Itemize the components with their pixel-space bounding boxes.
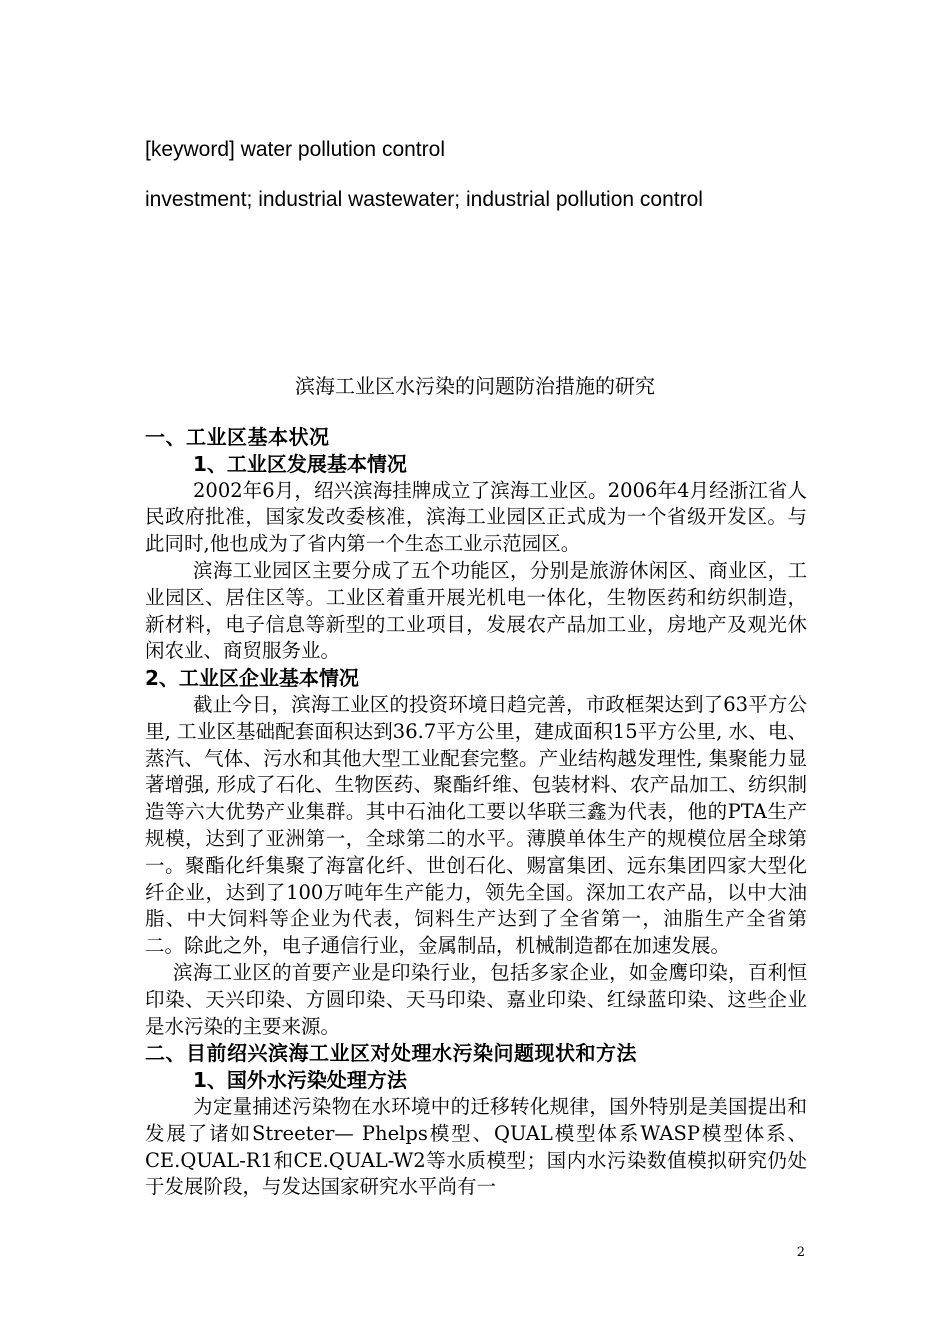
document-body (145, 424, 807, 1201)
keyword-line-2: investment; industrial wastewater; industrial pollution control (145, 188, 703, 211)
paragraph-1-1-b: 滨海工业园区主要分成了五个功能区，分别是旅游休闲区、商业区，工业园区、居住区等。工业区着重开展光机电一体化，生物医药和纺织制造，新材料，电子信息等新型的工业项目，发展农产品加工业，房地产及观光休闲农业、商贸服务业。 (145, 558, 807, 663)
section-2-heading: 二、目前绍兴滨海工业区对处理水污染问题现状和方法 (145, 1041, 637, 1066)
paragraph-1-1-a: 2002年6月，绍兴滨海挂牌成立了滨海工业区。2006年4月经浙江省人民政府批准，国家发改委核准，滨海工业园区正式成为一个省级开发区。与此同时,他也成为了省内第一个生态工业示范园区。 (145, 478, 807, 556)
section-1-heading: 一、工业区基本状况 (145, 425, 330, 449)
keyword-line-1: [keyword] water pollution control (145, 138, 445, 161)
paragraph-1-2-a: 截止今日，滨海工业区的投资环境日趋完善，市政框架达到了63平方公里, 工业区基础配套面积达到36.7平方公里，建成面积15平方公里, 水、电、蒸汽、气体、污水和其他大型工业配套完整。产业结构越发理性, 集聚能力显著增强, 形成了石化、生物医药、聚酯纤维、包装材料、农产品加工、纺织制造等六大优势产业集群。其中石油化工要以华联三鑫为代表，他的PTA生产规模，达到了亚洲第一，全球第二的水平。薄膜单体生产的规模位居全球第一。聚酯化纤集聚了海富化纤、世创石化、赐富集团、远东集团四家大型化纤企业，达到了100万吨年生产能力，领先全国。深加工农产品，以中大油脂、中大饲料等企业为代表，饲料生产达到了全省第一，油脂生产全省第二。除此之外，电子通信行业，金属制品，机械制造都在加速发展。 (145, 692, 807, 958)
page-number: 2 (796, 1245, 805, 1260)
paragraph-2-1-a: 为定量捕述污染物在水环境中的迁移转化规律，国外特别是美国提出和发展了诸如Streeter— Phelps模型、QUAL模型体系WASP模型体系、CE.QUAL-R1和CE.QUAL-W2等水质模型；国内水污染数值模拟研究仍处于发展阶段，与发达国家研究水平尚有一 (145, 1094, 807, 1199)
paragraph-1-2-b: 滨海工业区的首要产业是印染行业，包括多家企业，如金鹰印染，百利恒印染、天兴印染、方圆印染、天马印染、嘉业印染、红绿蓝印染、这些企业是水污染的主要来源。 (145, 960, 807, 1038)
subsection-2-1-heading: 1、国外水污染处理方法 (193, 1068, 407, 1093)
document-title: 滨海工业区水污染的问题防治措施的研究 (295, 374, 655, 398)
subsection-1-1-heading: 1、工业区发展基本情况 (193, 451, 407, 476)
subsection-1-2-heading: 2、工业区企业基本情况 (145, 666, 359, 691)
